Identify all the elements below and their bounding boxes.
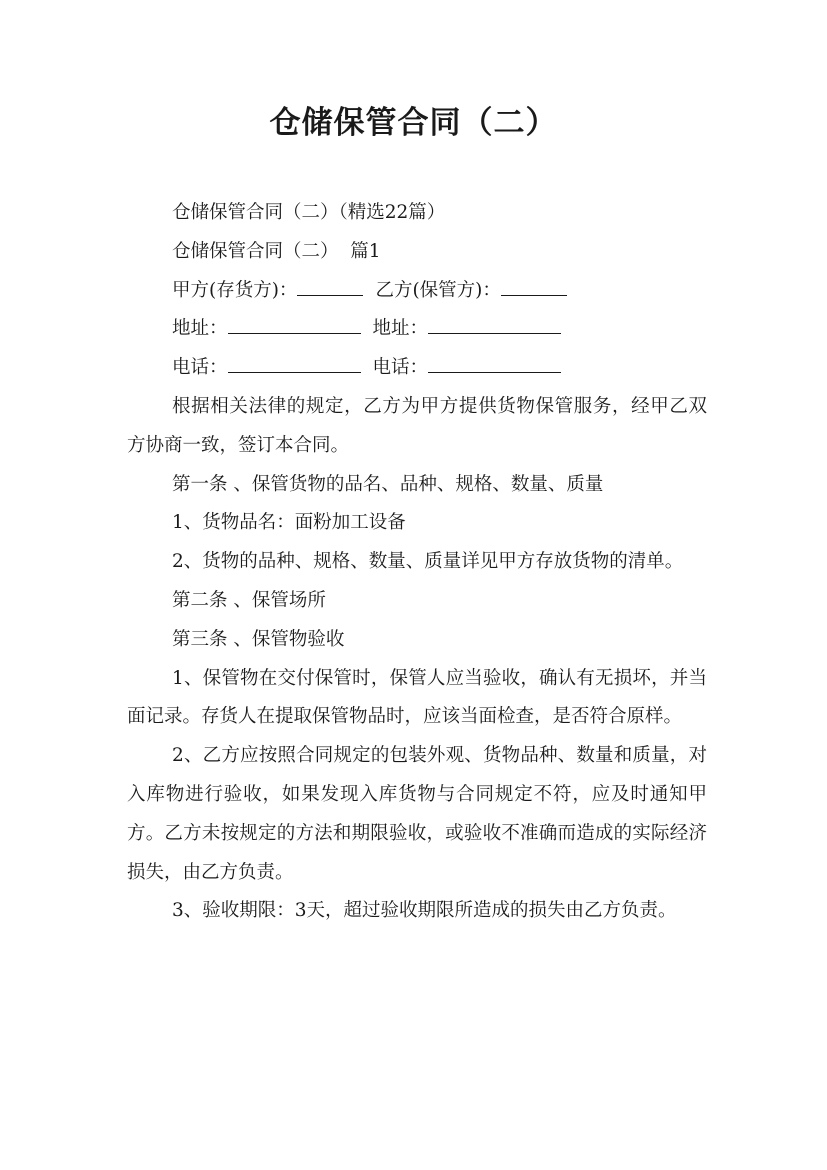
article-3-item-3: 3、验收期限：3天，超过验收期限所造成的损失由乙方负责。	[172, 900, 677, 922]
phone-line	[127, 349, 707, 388]
parties-line	[127, 272, 707, 311]
article-3-item-1: 1、保管物在交付保管时，保管人应当验收，确认有无损坏，并当面记录。存货人在提取保管物品时，应该当面检查，是否符合原样。	[127, 667, 707, 728]
chapter-heading: 仓储保管合同（二） 篇1	[172, 240, 381, 262]
article-1-item-2: 2、货物的品种、规格、数量、质量详见甲方存放货物的清单。	[172, 551, 684, 573]
subtitle-line: 仓储保管合同（二）（精选22篇）	[172, 202, 446, 223]
address-label-b: 地址：	[372, 318, 429, 340]
phone-b-blank	[428, 352, 561, 373]
party-a-label: 甲方(存货方)：	[172, 279, 298, 301]
article-1-heading: 第一条 、保管货物的品名、品种、规格、数量、质量	[172, 473, 604, 495]
document-body	[127, 194, 707, 931]
article-3-item-2: 2、乙方应按照合同规定的包装外观、货物品种、数量和质量，对入库物进行验收，如果发现入库货物与合同规定不符，应及时通知甲方。乙方未按规定的方法和期限验收，或验收不准确而造成的实际经济损失，由乙方负责。	[127, 745, 707, 883]
party-a-blank	[297, 275, 363, 296]
article-3-heading: 第三条 、保管物验收	[172, 628, 345, 650]
address-a-blank	[228, 313, 361, 334]
document-title: 仓储保管合同（二）	[269, 105, 558, 141]
phone-label-b: 电话：	[372, 357, 429, 379]
article-1-item-1: 1、货物品名：面粉加工设备	[172, 512, 406, 534]
address-b-blank	[428, 313, 561, 334]
article-2-heading: 第二条 、保管场所	[172, 589, 326, 611]
party-b-blank	[501, 275, 567, 296]
address-label-a: 地址：	[172, 318, 228, 340]
party-b-label: 乙方(保管方)：	[375, 279, 501, 301]
phone-label-a: 电话：	[172, 357, 228, 379]
address-line	[127, 310, 707, 349]
phone-a-blank	[228, 352, 361, 373]
intro-paragraph: 根据相关法律的规定，乙方为甲方提供货物保管服务，经甲乙双方协商一致，签订本合同。	[127, 395, 707, 456]
